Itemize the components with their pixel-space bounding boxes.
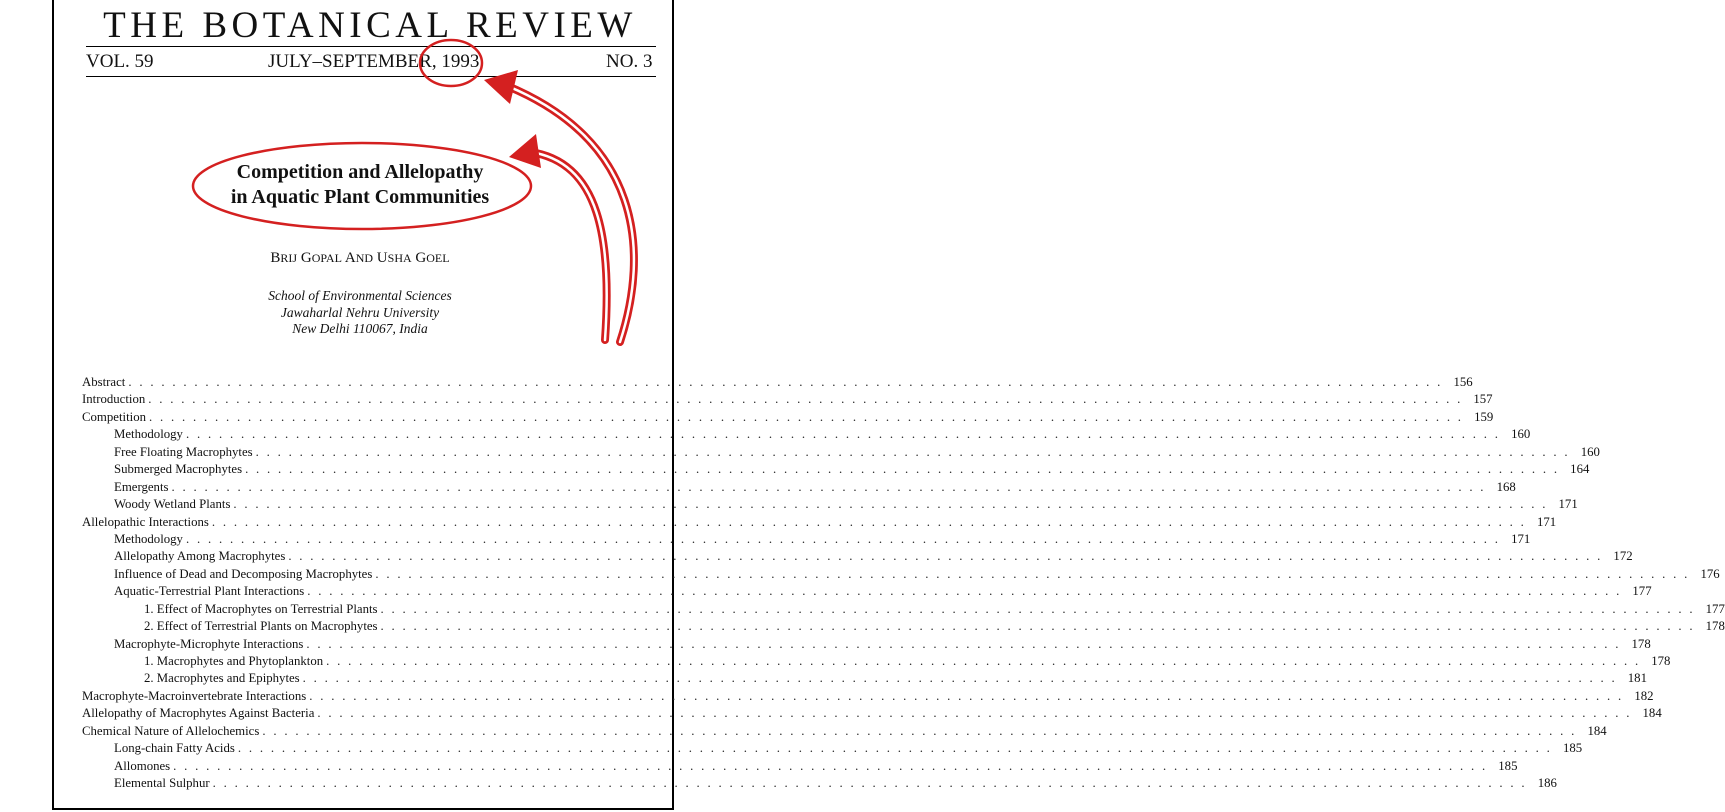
toc-leader-dots: . . . . . . . . . . . . . . . . . . . . . . . . . . . . . . . . . . . . . . . . . . . . . . . . . . . . . . . . . . . . . . . . . . . . . . . . . . . . . . . . . . . . . . . . . . . . . . . . . . . . . . . . . . . . . . . . . . . . . . . . bbox=[309, 688, 1624, 703]
arrow-to-title-icon bbox=[530, 152, 607, 340]
toc-entry-label: Emergents bbox=[114, 479, 169, 494]
toc-entry-label: Chemical Nature of Allelochemics bbox=[82, 723, 260, 738]
toc-entry-page: 171 bbox=[1558, 497, 1578, 512]
toc-entry-page: 160 bbox=[1580, 444, 1600, 459]
article-title-line1: Competition and Allelopathy bbox=[236, 161, 484, 183]
toc-entry-page: 177 bbox=[1705, 601, 1725, 616]
toc-entry-label: Long-chain Fatty Acids bbox=[114, 741, 235, 756]
toc-entry-page: 185 bbox=[1562, 741, 1583, 756]
volume-label: VOL. 59 bbox=[86, 51, 154, 72]
toc-entry-label: 1. Effect of Macrophytes on Terrestrial Plants bbox=[144, 601, 378, 616]
toc-leader-dots: . . . . . . . . . . . . . . . . . . . . . . . . . . . . . . . . . . . . . . . . . . . . . . . . . . . . . . . . . . . . . . . . . . . . . . . . . . . . . . . . . . . . . . . . . . . . . . . . . . . . . . . . . . . . . . . . . . . . . . . . bbox=[148, 392, 1463, 407]
year-highlight-ellipse bbox=[420, 40, 482, 86]
arrow-to-year-inner bbox=[505, 85, 634, 342]
toc-entry-label: 1. Macrophytes and Phytoplankton bbox=[144, 654, 324, 668]
toc-leader-dots: . . . . . . . . . . . . . . . . . . . . . . . . . . . . . . . . . . . . . . . . . . . . . . . . . . . . . . . . . . . . . . . . . . . . . . . . . . . . . . . . . . . . . . . . . . . . . . . . . . . . . . . . . . . . . . . . . . . . . . . . bbox=[245, 462, 1560, 477]
toc-entry-label: Macrophyte-Macroinvertebrate Interactions bbox=[82, 688, 307, 703]
toc-entry-label: Submerged Macrophytes bbox=[114, 462, 243, 477]
red-annotations bbox=[0, 0, 739, 812]
toc-entry-page: 178 bbox=[1631, 636, 1651, 651]
toc-leader-dots: . . . . . . . . . . . . . . . . . . . . . . . . . . . . . . . . . . . . . . . . . . . . . . . . . . . . . . . . . . . . . . . . . . . . . . . . . . . . . . . . . . . . . . . . . . . . . . . . . . . . . . . . . . . . . . . . . . . . . . . . bbox=[262, 723, 1577, 738]
toc-leader-dots: . . . . . . . . . . . . . . . . . . . . . . . . . . . . . . . . . . . . . . . . . . . . . . . . . . . . . . . . . . . . . . . . . . . . . . . . . . . . . . . . . . . . . . . . . . . . . . . . . . . . . . . . . . . . . . . . . . . . . . . . bbox=[317, 706, 1632, 721]
toc-entry-page: 172 bbox=[1613, 549, 1633, 564]
toc-leader-dots: . . . . . . . . . . . . . . . . . . . . . . . . . . . . . . . . . . . . . . . . . . . . . . . . . . . . . . . . . . . . . . . . . . . . . . . . . . . . . . . . . . . . . . . . . . . . . . . . . . . . . . . . . . . . . . . . . . . . . . . . bbox=[185, 427, 1501, 442]
article-title-line2: in Aquatic Plant Communities bbox=[230, 186, 490, 208]
issue-year: 1993 bbox=[441, 51, 480, 72]
toc-leader-dots: . . . . . . . . . . . . . . . . . . . . . . . . . . . . . . . . . . . . . . . . . . . . . . . . . . . . . . . . . . . . . . . . . . . . . . . . . . . . . . . . . . . . . . . . . . . . . . . . . . . . . . . . . . . . . . . . . . . . . . . . bbox=[173, 758, 1488, 773]
toc-entry-page: 176 bbox=[1700, 566, 1720, 581]
toc-entry-page: 171 bbox=[1536, 514, 1557, 529]
toc-entry-label: Allomones bbox=[114, 758, 171, 773]
article-authors: BRIJ GOPAL AND USHA GOEL bbox=[270, 250, 450, 266]
toc-entry-label: 2. Effect of Terrestrial Plants on Macrophytes bbox=[144, 619, 378, 634]
toc-entry-label: Free Floating Macrophytes bbox=[114, 444, 253, 459]
toc-entry-page: 186 bbox=[1537, 776, 1557, 791]
toc-entry-page: 182 bbox=[1634, 688, 1654, 703]
toc-entry-label: Aquatic-Terrestrial Plant Interactions bbox=[114, 584, 305, 599]
toc-entry-page: 157 bbox=[1473, 392, 1493, 407]
toc-entry-page: 168 bbox=[1496, 479, 1516, 494]
toc-entry-label: Influence of Dead and Decomposing Macrophytes bbox=[114, 566, 373, 581]
title-highlight-ellipse bbox=[193, 143, 531, 229]
toc-leader-dots: . . . . . . . . . . . . . . . . . . . . . . . . . . . . . . . . . . . . . . . . . . . . . . . . . . . . . . . . . . . . . . . . . . . . . . . . . . . . . . . . . . . . . . . . . . . . . . . . . . . . . . . . . . . . . . . . . . . . . . . . bbox=[128, 375, 1443, 389]
toc-leader-dots: . . . . . . . . . . . . . . . . . . . . . . . . . . . . . . . . . . . . . . . . . . . . . . . . . . . . . . . . . . . . . . . . . . . . . . . . . . . . . . . . . . . . . . . . . . . . . . . . . . . . . . . . . . . . . . . . . . . . . . . . bbox=[380, 619, 1695, 634]
toc-entry-label: 2. Macrophytes and Epiphytes bbox=[144, 671, 300, 686]
toc-entry-label: Abstract bbox=[82, 375, 126, 389]
toc-entry-page: 184 bbox=[1587, 723, 1607, 738]
toc-leader-dots: . . . . . . . . . . . . . . . . . . . . . . . . . . . . . . . . . . . . . . . . . . . . . . . . . . . . . . . . . . . . . . . . . . . . . . . . . . . . . . . . . . . . . . . . . . . . . . . . . . . . . . . . . . . . . . . . . . . . . . . . bbox=[255, 444, 1570, 459]
toc-entry-label: Competition bbox=[82, 409, 146, 424]
issue-number: NO. 3 bbox=[606, 51, 653, 72]
toc-leader-dots: . . . . . . . . . . . . . . . . . . . . . . . . . . . . . . . . . . . . . . . . . . . . . . . . . . . . . . . . . . . . . . . . . . . . . . . . . . . . . . . . . . . . . . . . . . . . . . . . . . . . . . . . . . . . . . . . . . . . . . . . bbox=[211, 514, 1527, 529]
toc-leader-dots: . . . . . . . . . . . . . . . . . . . . . . . . . . . . . . . . . . . . . . . . . . . . . . . . . . . . . . . . . . . . . . . . . . . . . . . . . . . . . . . . . . . . . . . . . . . . . . . . . . . . . . . . . . . . . . . . . . . . . . . . bbox=[326, 654, 1641, 668]
toc-entry-label: Woody Wetland Plants bbox=[114, 497, 231, 512]
toc-leader-dots: . . . . . . . . . . . . . . . . . . . . . . . . . . . . . . . . . . . . . . . . . . . . . . . . . . . . . . . . . . . . . . . . . . . . . . . . . . . . . . . . . . . . . . . . . . . . . . . . . . . . . . . . . . . . . . . . . . . . . . . . bbox=[375, 566, 1690, 581]
toc-entry-page: 184 bbox=[1642, 706, 1662, 721]
toc-entry-label: Elemental Sulphur bbox=[114, 776, 210, 791]
arrowhead-title-icon bbox=[509, 134, 541, 168]
toc-entry-label: Methodology bbox=[114, 531, 183, 546]
toc-leader-dots: . . . . . . . . . . . . . . . . . . . . . . . . . . . . . . . . . . . . . . . . . . . . . . . . . . . . . . . . . . . . . . . . . . . . . . . . . . . . . . . . . . . . . . . . . . . . . . . . . . . . . . . . . . . . . . . . . . . . . . . . bbox=[212, 776, 1527, 791]
toc-entry-label: Macrophyte-Microphyte Interactions bbox=[114, 636, 304, 651]
toc-entry-label: Introduction bbox=[82, 392, 146, 407]
toc-entry-label: Allelopathic Interactions bbox=[82, 514, 209, 529]
toc-entry-label: Methodology bbox=[114, 427, 183, 442]
issue-date-prefix: JULY–SEPTEMBER, bbox=[268, 51, 437, 72]
toc-leader-dots: . . . . . . . . . . . . . . . . . . . . . . . . . . . . . . . . . . . . . . . . . . . . . . . . . . . . . . . . . . . . . . . . . . . . . . . . . . . . . . . . . . . . . . . . . . . . . . . . . . . . . . . . . . . . . . . . . . . . . . . . bbox=[237, 741, 1553, 756]
toc-entry-label: Allelopathy of Macrophytes Against Bacteria bbox=[82, 706, 315, 721]
toc-leader-dots: . . . . . . . . . . . . . . . . . . . . . . . . . . . . . . . . . . . . . . . . . . . . . . . . . . . . . . . . . . . . . . . . . . . . . . . . . . . . . . . . . . . . . . . . . . . . . . . . . . . . . . . . . . . . . . . . . . . . . . . . bbox=[302, 671, 1617, 686]
affiliation-line: School of Environmental Sciences bbox=[268, 288, 452, 303]
toc-entry-label: Allelopathy Among Macrophytes bbox=[114, 549, 286, 564]
toc-entry-page: 160 bbox=[1511, 427, 1531, 442]
toc-entry-page: 164 bbox=[1570, 462, 1590, 477]
toc-entry-page: 177 bbox=[1632, 584, 1652, 599]
journal-title: THE BOTANICAL REVIEW bbox=[103, 5, 637, 46]
toc-entry-page: 178 bbox=[1705, 619, 1725, 634]
toc-leader-dots: . . . . . . . . . . . . . . . . . . . . . . . . . . . . . . . . . . . . . . . . . . . . . . . . . . . . . . . . . . . . . . . . . . . . . . . . . . . . . . . . . . . . . . . . . . . . . . . . . . . . . . . . . . . . . . . . . . . . . . . . bbox=[380, 601, 1695, 616]
toc-leader-dots: . . . . . . . . . . . . . . . . . . . . . . . . . . . . . . . . . . . . . . . . . . . . . . . . . . . . . . . . . . . . . . . . . . . . . . . . . . . . . . . . . . . . . . . . . . . . . . . . . . . . . . . . . . . . . . . . . . . . . . . . bbox=[307, 584, 1622, 599]
toc-entry-page: 178 bbox=[1651, 654, 1671, 668]
toc-entry-page: 171 bbox=[1511, 531, 1531, 546]
toc-leader-dots: . . . . . . . . . . . . . . . . . . . . . . . . . . . . . . . . . . . . . . . . . . . . . . . . . . . . . . . . . . . . . . . . . . . . . . . . . . . . . . . . . . . . . . . . . . . . . . . . . . . . . . . . . . . . . . . . . . . . . . . . bbox=[306, 636, 1621, 651]
toc-entry-page: 159 bbox=[1474, 409, 1494, 424]
arrow-to-title-inner bbox=[530, 152, 607, 340]
toc-leader-dots: . . . . . . . . . . . . . . . . . . . . . . . . . . . . . . . . . . . . . . . . . . . . . . . . . . . . . . . . . . . . . . . . . . . . . . . . . . . . . . . . . . . . . . . . . . . . . . . . . . . . . . . . . . . . . . . . . . . . . . . . bbox=[233, 497, 1548, 512]
toc-entry-page: 185 bbox=[1498, 758, 1518, 773]
toc-leader-dots: . . . . . . . . . . . . . . . . . . . . . . . . . . . . . . . . . . . . . . . . . . . . . . . . . . . . . . . . . . . . . . . . . . . . . . . . . . . . . . . . . . . . . . . . . . . . . . . . . . . . . . . . . . . . . . . . . . . . . . . . bbox=[185, 531, 1501, 546]
arrowhead-year-icon bbox=[484, 70, 518, 104]
toc-entry-page: 156 bbox=[1453, 375, 1473, 389]
affiliation-line: Jawaharlal Nehru University bbox=[280, 304, 440, 320]
toc-leader-dots: . . . . . . . . . . . . . . . . . . . . . . . . . . . . . . . . . . . . . . . . . . . . . . . . . . . . . . . . . . . . . . . . . . . . . . . . . . . . . . . . . . . . . . . . . . . . . . . . . . . . . . . . . . . . . . . . . . . . . . . . bbox=[288, 549, 1603, 564]
toc-leader-dots: . . . . . . . . . . . . . . . . . . . . . . . . . . . . . . . . . . . . . . . . . . . . . . . . . . . . . . . . . . . . . . . . . . . . . . . . . . . . . . . . . . . . . . . . . . . . . . . . . . . . . . . . . . . . . . . . . . . . . . . . bbox=[149, 409, 1464, 424]
toc-leader-dots: . . . . . . . . . . . . . . . . . . . . . . . . . . . . . . . . . . . . . . . . . . . . . . . . . . . . . . . . . . . . . . . . . . . . . . . . . . . . . . . . . . . . . . . . . . . . . . . . . . . . . . . . . . . . . . . . . . . . . . . . bbox=[171, 479, 1486, 494]
toc-entry-page: 181 bbox=[1627, 671, 1647, 686]
affiliation-line: New Delhi 110067, India bbox=[292, 321, 428, 336]
